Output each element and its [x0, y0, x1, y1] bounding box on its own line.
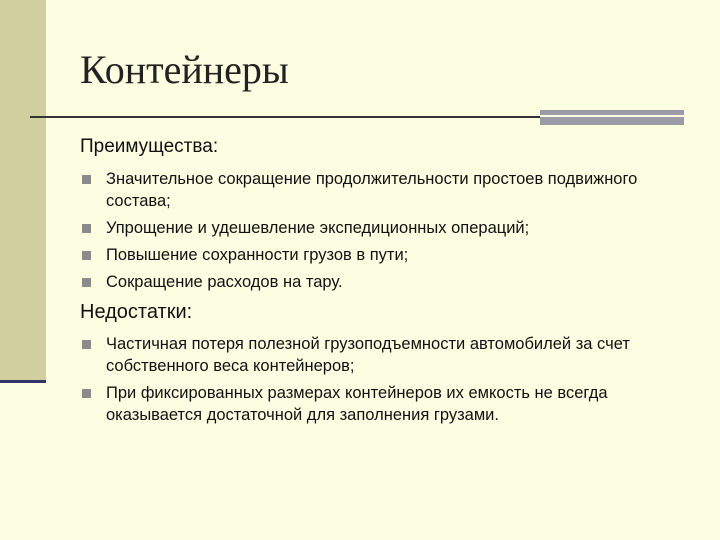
square-bullet-icon	[82, 175, 91, 184]
disadvantages-heading: Недостатки:	[80, 301, 193, 323]
slide-title: Контейнеры	[80, 47, 289, 92]
list-item	[80, 217, 700, 239]
disadvantages-list	[80, 333, 700, 426]
square-bullet-icon	[82, 278, 91, 287]
side-decor-line	[0, 380, 46, 383]
square-bullet-icon	[82, 224, 91, 233]
list-item	[80, 271, 700, 293]
advantages-list	[80, 168, 700, 293]
list-item-text: Повышение сохранности грузов в пути;	[106, 246, 409, 264]
list-item	[80, 382, 700, 426]
list-item-text: Упрощение и удешевление экспедиционных операций;	[106, 219, 530, 237]
title-underline-accent	[540, 110, 684, 125]
square-bullet-icon	[82, 340, 91, 349]
square-bullet-icon	[82, 389, 91, 398]
list-item	[80, 244, 700, 266]
title-underline	[30, 116, 540, 118]
list-item-text: Сокращение расходов на тару.	[106, 273, 343, 291]
square-bullet-icon	[82, 251, 91, 260]
list-item-text: Частичная потеря полезной грузоподъемности автомобилей за счет собственного веса контейнеров;	[106, 335, 630, 375]
list-item-text: Значительное сокращение продолжительности простоев подвижного состава;	[106, 170, 638, 210]
advantages-heading: Преимущества:	[80, 136, 219, 157]
list-item	[80, 168, 700, 212]
list-item-text: При фиксированных размерах контейнеров их емкость не всегда оказывается достаточной для заполнения грузами.	[106, 384, 608, 424]
side-decor-band	[0, 0, 46, 382]
slide-body	[80, 134, 700, 431]
list-item	[80, 333, 700, 377]
